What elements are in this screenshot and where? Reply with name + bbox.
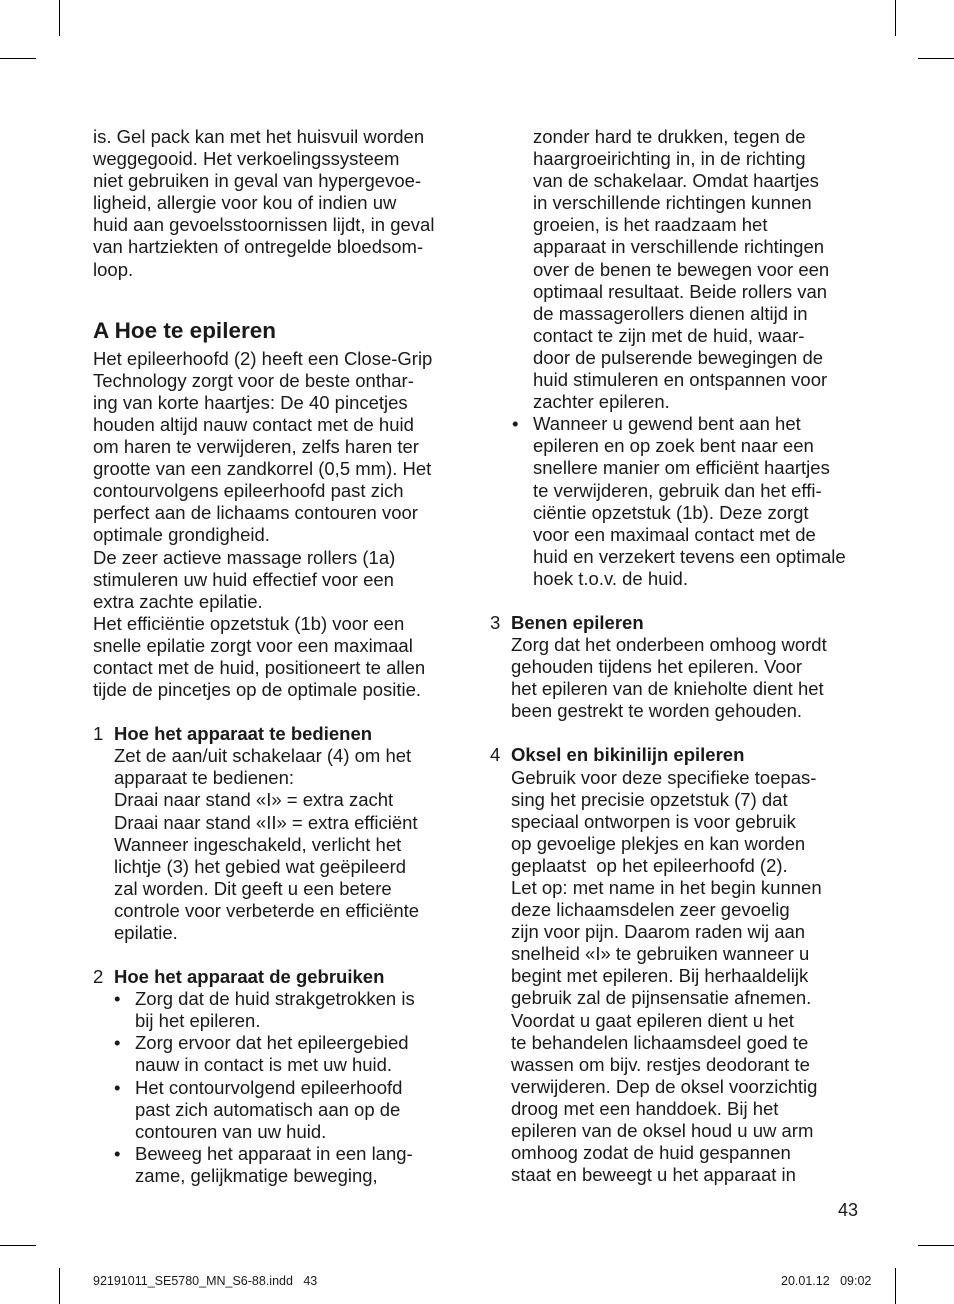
text-line: De zeer actieve massage rollers (1a)	[93, 546, 396, 568]
crop-mark-bottom-right-horizontal	[918, 1245, 954, 1246]
section-title: Benen epileren	[511, 611, 644, 633]
text-line: ligheid, allergie voor kou of indien uw	[93, 192, 397, 214]
list-item	[114, 1032, 465, 1076]
text-line: Zorg ervoor dat het epileergebied	[135, 1032, 409, 1054]
text-line: over de benen te bewegen voor een	[533, 258, 830, 280]
footer-file-info: 92191011_SE5780_MN_S6-88.indd 43	[93, 1274, 318, 1288]
text-line: Draai naar stand «II» = extra efficiënt	[114, 811, 418, 833]
text-line: Zorg dat het onderbeen omhoog wordt	[511, 634, 827, 656]
crop-mark-bottom-right-vertical	[895, 1268, 896, 1304]
text-line: Zorg dat de huid strakgetrokken is	[135, 988, 415, 1010]
text-line: Het efficiëntie opzetstuk (1b) voor een	[93, 612, 405, 634]
bullet-list	[93, 988, 465, 1187]
numbered-section-3	[490, 612, 865, 722]
text-line: epilatie.	[114, 922, 178, 943]
text-line: begint met epileren. Bij herhaaldelijk	[511, 965, 809, 987]
crop-mark-bottom-left-horizontal	[0, 1245, 36, 1246]
list-item	[114, 988, 465, 1032]
text-line: tijde de pincetjes op de optimale positie.	[93, 679, 422, 701]
crop-mark-top-right-horizontal	[918, 58, 954, 59]
section-title: Hoe het apparaat de gebruiken	[114, 966, 385, 988]
text-line: Wanneer u gewend bent aan het	[533, 413, 801, 435]
text-line: huid aan gevoelsstoornissen lijdt, in geval	[93, 214, 435, 236]
text-line: haargroeirichting in, in de richting	[533, 148, 806, 170]
bullet-icon: •	[114, 1076, 121, 1098]
spacer	[490, 590, 865, 612]
text-line: deze lichaamsdelen zeer gevoelig	[511, 899, 790, 921]
text-line: bij het epileren.	[135, 1010, 261, 1032]
text-line: zal worden. Dit geeft u een betere	[114, 877, 392, 899]
text-line: is. Gel pack kan met het huisvuil worden	[93, 126, 425, 147]
section-number: 4	[490, 744, 501, 766]
section-title: Oksel en bikinilijn epileren	[511, 744, 745, 766]
text-line: van hartziekten of ontregelde bloedsom-	[93, 236, 424, 258]
crop-mark-top-left-vertical	[59, 0, 60, 36]
list-item	[114, 1077, 465, 1143]
section-number: 1	[93, 723, 104, 745]
text-line: epileren en op zoek bent naar een	[533, 435, 814, 457]
continuation-paragraph	[490, 126, 865, 413]
crop-mark-top-left-horizontal	[0, 58, 36, 59]
text-line: contouren van uw huid.	[135, 1120, 327, 1142]
text-line: Technology zorgt voor de beste onthar-	[93, 369, 414, 391]
text-line: van de schakelaar. Omdat haartjes	[533, 170, 819, 192]
text-line: zame, gelijkmatige beweging,	[135, 1164, 378, 1186]
footer-date-time: 20.01.12 09:02	[781, 1274, 872, 1288]
text-line: het epileren van de knieholte dient het	[511, 678, 824, 700]
text-line: huid en verzekert tevens een optimale	[533, 545, 846, 567]
bullet-icon: •	[512, 413, 519, 435]
text-line: Het contourvolgend epileerhoofd	[135, 1076, 403, 1098]
text-line: omhoog zodat de huid gespannen	[511, 1142, 791, 1164]
crop-mark-top-right-vertical	[895, 0, 896, 36]
text-line: snelheid «I» te gebruiken wanneer u	[511, 943, 810, 965]
text-line: te behandelen lichaamsdeel goed te	[511, 1031, 809, 1053]
bullet-icon: •	[114, 988, 121, 1010]
text-line: hoek t.o.v. de huid.	[533, 567, 688, 589]
text-line: speciaal ontworpen is voor gebruik	[511, 810, 796, 832]
numbered-section-4	[490, 744, 865, 1186]
text-line: om haren te verwijderen, zelfs haren ter	[93, 436, 419, 458]
text-line: apparaat te bedienen:	[114, 767, 295, 789]
text-line: Het epileerhoofd (2) heeft een Close-Grip	[93, 347, 433, 369]
text-line: voor een maximaal contact met de	[533, 523, 816, 545]
text-line: apparaat in verschillende richtingen	[533, 236, 825, 258]
section-number: 2	[93, 966, 104, 988]
text-line: perfect aan de lichaams contouren voor	[93, 502, 418, 524]
text-line: Zet de aan/uit schakelaar (4) om het	[114, 745, 412, 767]
crop-mark-bottom-left-vertical	[59, 1268, 60, 1304]
section-heading: A Hoe te epileren	[93, 317, 276, 343]
text-line: verwijderen. Dep de oksel voorzichtig	[511, 1075, 818, 1097]
text-line: optimaal resultaat. Beide rollers van	[533, 280, 828, 302]
text-line: door de pulserende bewegingen de	[533, 346, 824, 368]
text-line: zachter epileren.	[533, 391, 670, 413]
text-line: groeien, is het raadzaam het	[533, 214, 768, 236]
body-paragraph	[93, 348, 465, 702]
text-line: ciëntie opzetstuk (1b). Deze zorgt	[533, 501, 809, 523]
text-line: snelle epilatie zorgt voor een maximaal	[93, 634, 413, 656]
text-line: niet gebruiken in geval van hypergevoe-	[93, 170, 422, 192]
list-item	[114, 1143, 465, 1187]
bullet-icon: •	[114, 1142, 121, 1164]
text-line: gehouden tijdens het epileren. Voor	[511, 656, 803, 678]
text-line: loop.	[93, 258, 134, 280]
text-line: houden altijd nauw contact met de huid	[93, 413, 414, 435]
text-line: grootte van een zandkorrel (0,5 mm). Het	[93, 458, 432, 480]
text-line: in verschillende richtingen kunnen	[533, 192, 812, 214]
section-title: Hoe het apparaat te bedienen	[114, 723, 373, 745]
text-line: controle voor verbeterde en efficiënte	[114, 899, 420, 921]
text-line: wassen om bijv. restjes deodorant te	[511, 1053, 810, 1075]
text-line: droog met een handdoek. Bij het	[511, 1097, 779, 1119]
left-column	[93, 126, 465, 1187]
text-line: staat en beweegt u het apparaat in	[511, 1164, 796, 1186]
text-line: extra zachte epilatie.	[93, 590, 263, 612]
text-line: sing het precisie opzetstuk (7) dat	[511, 788, 788, 810]
text-line: contact met de huid, positioneert te allen	[93, 656, 426, 678]
text-line: Gebruik voor deze specifieke toepas-	[511, 766, 817, 788]
text-line: geplaatst op het epileerhoofd (2).	[511, 854, 788, 876]
spacer	[93, 944, 465, 966]
text-line: contact te zijn met de huid, waar-	[533, 324, 805, 346]
intro-paragraph	[93, 126, 465, 281]
text-line: epileren van de oksel houd u uw arm	[511, 1120, 814, 1142]
bullet-icon: •	[114, 1032, 121, 1054]
text-line: zijn voor pijn. Daarom raden wij aan	[511, 921, 806, 943]
spacer	[490, 722, 865, 744]
text-line: lichtje (3) het gebied wat geëpileerd	[114, 855, 407, 877]
text-line: op gevoelige plekjes en kan worden	[511, 832, 806, 854]
text-line: snellere manier om efficiënt haartjes	[533, 457, 830, 479]
text-line: stimuleren uw huid effectief voor een	[93, 568, 394, 590]
text-line: been gestrekt te worden gehouden.	[511, 700, 803, 722]
text-line: nauw in contact is met uw huid.	[135, 1054, 393, 1076]
page-number: 43	[838, 1200, 859, 1220]
text-line: zonder hard te drukken, tegen de	[533, 126, 806, 147]
text-line: ing van korte haartjes: De 40 pincetjes	[93, 391, 408, 413]
text-line: de massagerollers dienen altijd in	[533, 302, 808, 324]
text-line: huid stimuleren en ontspannen voor	[533, 369, 828, 391]
text-line: optimale grondigheid.	[93, 524, 270, 546]
text-line: gebruik zal de pijnsensatie afnemen.	[511, 987, 812, 1009]
text-line: Voordat u gaat epileren dient u het	[511, 1009, 794, 1031]
text-line: weggegooid. Het verkoelingssysteem	[93, 148, 400, 170]
right-column	[490, 126, 865, 1186]
section-number: 3	[490, 611, 501, 633]
numbered-section-1	[93, 723, 465, 944]
list-item	[490, 413, 865, 590]
text-line: past zich automatisch aan op de	[135, 1098, 401, 1120]
text-line: Draai naar stand «I» = extra zacht	[114, 789, 394, 811]
spacer	[93, 701, 465, 723]
text-line: contourvolgens epileerhoofd past zich	[93, 480, 404, 502]
numbered-section-2	[93, 966, 465, 1187]
text-line: te verwijderen, gebruik dan het effi-	[533, 479, 822, 501]
text-line: Beweeg het apparaat in een lang-	[135, 1142, 413, 1164]
text-line: Let op: met name in het begin kunnen	[511, 877, 822, 898]
text-line: Wanneer ingeschakeld, verlicht het	[114, 833, 402, 855]
spacer	[93, 281, 465, 317]
